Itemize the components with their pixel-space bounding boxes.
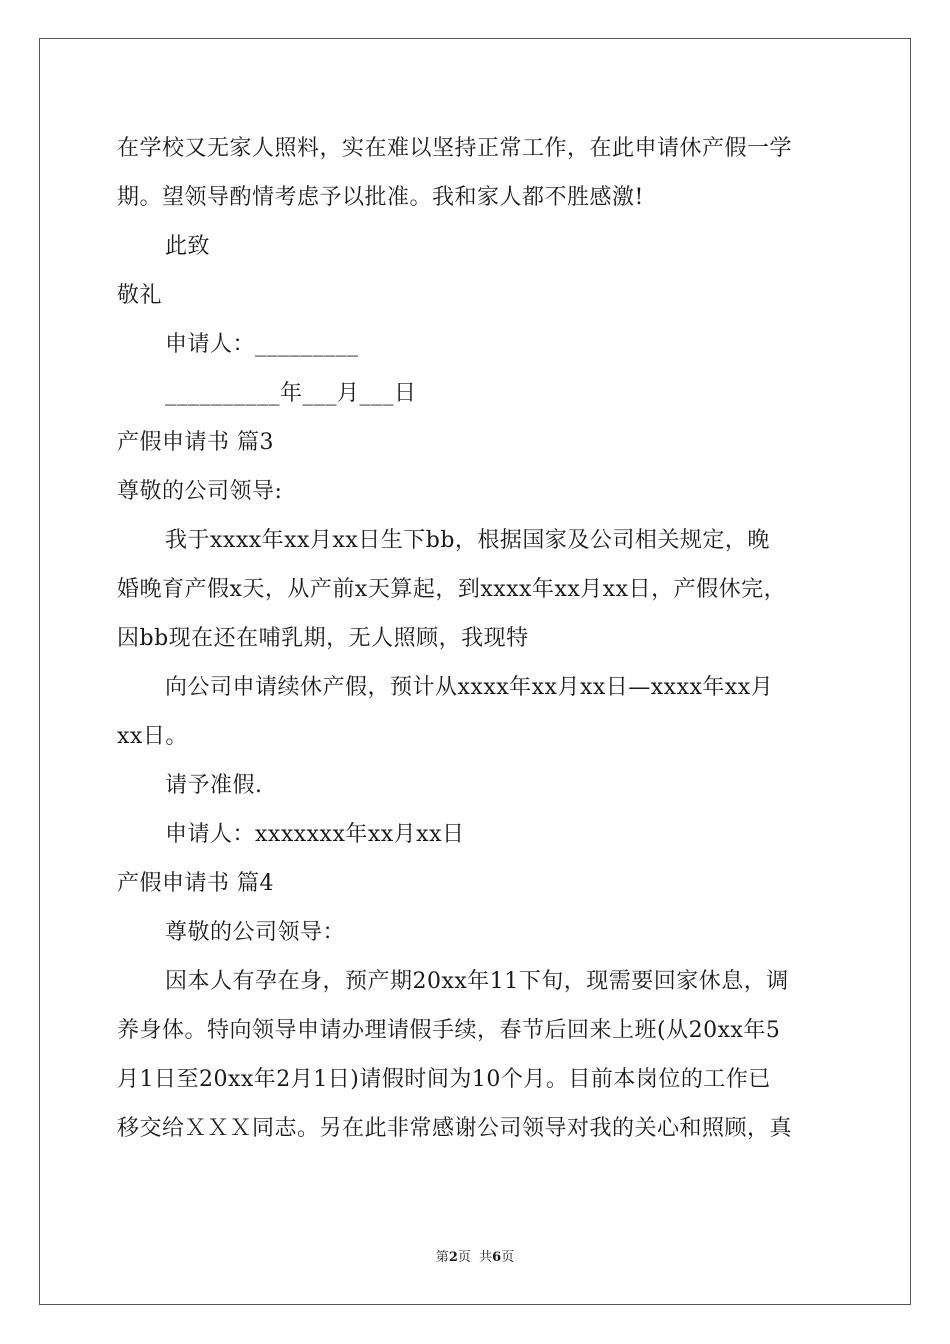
paragraph-line: 婚晚育产假x天，从产前x天算起，到xxxx年xx月xx日，产假休完， bbox=[117, 577, 787, 602]
paragraph-line: 向公司申请续休产假，预计从xxxx年xx月xx日—xxxx年xx月 bbox=[165, 675, 774, 700]
footer-suffix: 页 bbox=[501, 1250, 515, 1265]
paragraph-line: 月1日至20xx年2月1日)请假时间为10个月。目前本岗位的工作已 bbox=[117, 1067, 771, 1092]
paragraph-line: 期。望领导酌情考虑予以批准。我和家人都不胜感激! bbox=[117, 185, 644, 210]
section-heading: 产假申请书 篇4 bbox=[117, 871, 274, 896]
paragraph-line: 移交给ＸＸＸ同志。另在此非常感谢公司领导对我的关心和照顾，真 bbox=[117, 1116, 793, 1141]
paragraph-line: xx日。 bbox=[117, 724, 188, 749]
closing-regards: 敬礼 bbox=[117, 283, 163, 308]
applicant-signature: 申请人：xxxxxxx年xx月xx日 bbox=[165, 822, 465, 847]
date-line: __________年___月___日 bbox=[165, 381, 417, 406]
document-body bbox=[117, 124, 833, 1153]
paragraph-line: 养身体。特向领导申请办理请假手续，春节后回来上班(从20xx年5 bbox=[117, 1018, 781, 1043]
greeting: 尊敬的公司领导: bbox=[117, 479, 283, 504]
paragraph-line: 在学校又无家人照料，实在难以坚持正常工作，在此申请休产假一学 bbox=[117, 136, 793, 161]
current-page-number: 2 bbox=[448, 1250, 458, 1265]
paragraph-line: 我于xxxx年xx月xx日生下bb，根据国家及公司相关规定，晚 bbox=[165, 528, 770, 553]
request-line: 请予准假. bbox=[165, 773, 263, 798]
greeting: 尊敬的公司领导： bbox=[165, 920, 346, 945]
paragraph-line: 因bb现在还在哺乳期，无人照顾，我现特 bbox=[117, 626, 529, 651]
footer-middle: 页 共 bbox=[457, 1250, 493, 1265]
applicant-signature: 申请人：_________ bbox=[165, 332, 359, 357]
closing-salutation: 此致 bbox=[165, 234, 211, 259]
paragraph-line: 因本人有孕在身，预产期20xx年11下旬，现需要回家休息，调 bbox=[165, 969, 789, 994]
section-heading: 产假申请书 篇3 bbox=[117, 430, 274, 455]
footer-prefix: 第 bbox=[435, 1250, 449, 1265]
page-footer bbox=[0, 1246, 950, 1265]
total-pages-number: 6 bbox=[492, 1250, 502, 1265]
